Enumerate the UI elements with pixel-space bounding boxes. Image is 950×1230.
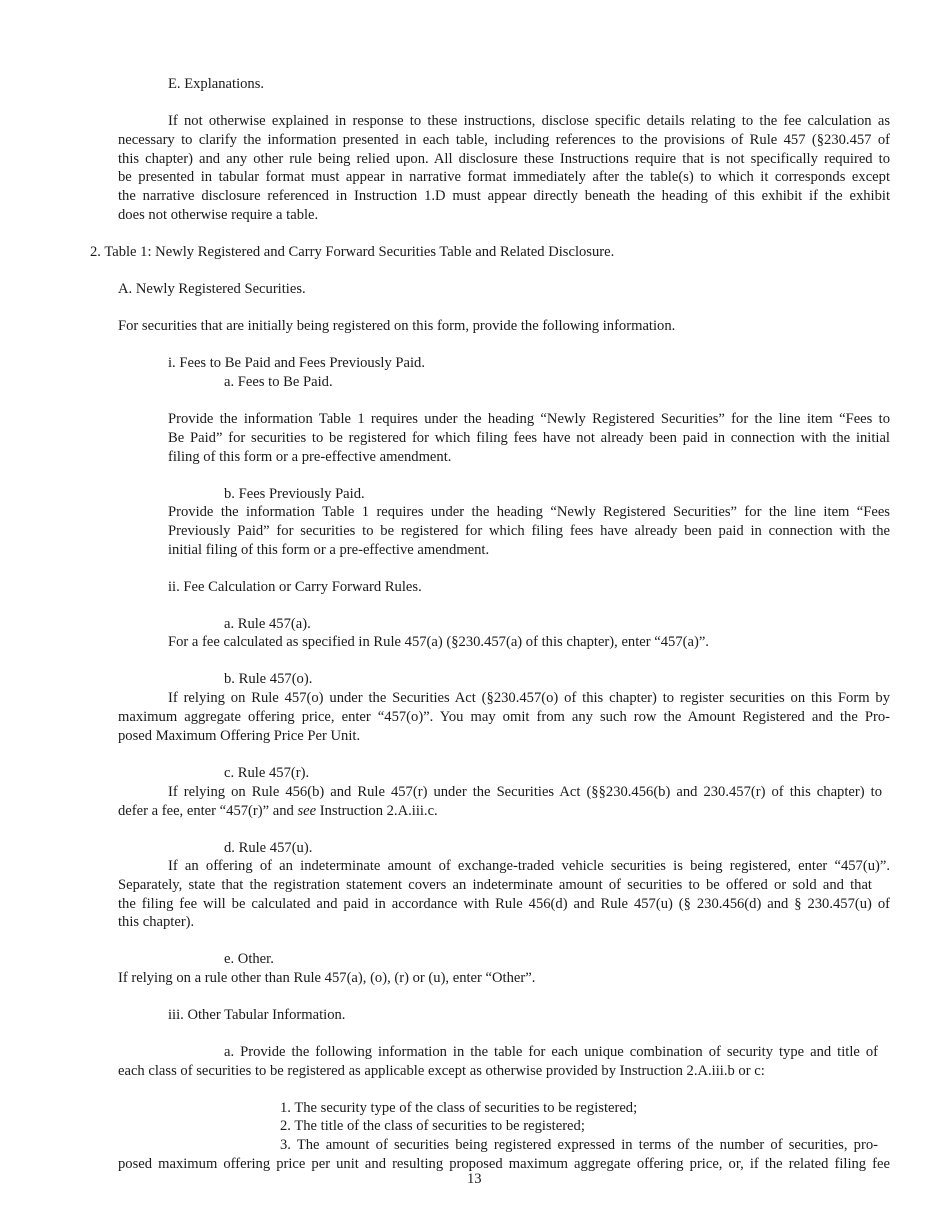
explanations-line-3: this chapter) and any other rule being relied upon. All disclosure these Instructions require that is not specifically required to — [118, 151, 890, 167]
item-i-a-heading: a. Fees to Be Paid. — [224, 374, 333, 390]
item-i-a-line-3: filing of this form or a pre-effective amendment. — [168, 449, 452, 465]
section-2-heading: 2. Table 1: Newly Registered and Carry Forward Securities Table and Related Disclosure. — [90, 244, 615, 260]
item-i-b-line-1: Provide the information Table 1 requires under the heading “Newly Registered Securities” for the line item “Fees — [168, 504, 890, 520]
item-ii-c-line-2 — [118, 802, 438, 821]
item-ii-c-heading: c. Rule 457(r). — [224, 765, 310, 781]
item-iii-list-1: 1. The security type of the class of securities to be registered; — [280, 1100, 638, 1116]
item-ii-b-heading: b. Rule 457(o). — [224, 671, 313, 687]
item-i-b-line-2: Previously Paid” for securities to be registered for which filing fees have already been paid in connection with the — [168, 523, 890, 539]
item-ii-d-line-4: this chapter). — [118, 914, 195, 930]
item-iii-list-2: 2. The title of the class of securities to be registered; — [280, 1118, 585, 1134]
item-ii-a-heading: a. Rule 457(a). — [224, 616, 311, 632]
item-i-b-heading: b. Fees Previously Paid. — [224, 486, 365, 502]
item-iii-list-3: 3. The amount of securities being registered expressed in terms of the number of securities, pro- — [280, 1137, 878, 1153]
item-ii-b-line-1: If relying on Rule 457(o) under the Securities Act (§230.457(o) of this chapter) to register securities on this Form by — [168, 690, 890, 706]
item-ii-d-line-3: the filing fee will be calculated and paid in accordance with Rule 456(d) and Rule 457(u) (§ 230.456(d) and § 230.457(u) of — [118, 896, 890, 912]
explanations-line-1: If not otherwise explained in response to these instructions, disclose specific details relating to the fee calculation as — [168, 113, 890, 129]
page-number: 13 — [467, 1171, 482, 1187]
explanations-line-4: be presented in tabular format must appear in narrative format immediately after the table(s) to which it corresponds except — [118, 169, 890, 185]
item-ii-d-line-2: Separately, state that the registration statement covers an indeterminate amount of securities to be offered or sold and that — [118, 877, 872, 893]
item-i-a-line-1: Provide the information Table 1 requires under the heading “Newly Registered Securities” for the line item “Fees to — [168, 411, 890, 427]
item-iii-heading: iii. Other Tabular Information. — [168, 1007, 346, 1023]
item-ii-b-line-3: posed Maximum Offering Price Per Unit. — [118, 728, 361, 744]
section-2a-heading: A. Newly Registered Securities. — [118, 281, 306, 297]
item-iii-a-line-1: a. Provide the following information in the table for each unique combination of security type and title of — [224, 1044, 878, 1060]
item-ii-heading: ii. Fee Calculation or Carry Forward Rules. — [168, 579, 422, 595]
item-ii-c-line-2-pre: defer a fee, enter “457(r)” and — [118, 803, 298, 819]
explanations-line-6: does not otherwise require a table. — [118, 207, 319, 223]
item-ii-d-heading: d. Rule 457(u). — [224, 840, 313, 856]
item-ii-a-line: For a fee calculated as specified in Rule 457(a) (§230.457(a) of this chapter), enter “457(a)”. — [168, 634, 709, 650]
item-i-a-line-2: Be Paid” for securities to be registered for which filing fees have not already been paid in connection with the initial — [168, 430, 890, 446]
item-ii-c-line-1: If relying on Rule 456(b) and Rule 457(r) under the Securities Act (§§230.456(b) and 230.457(r) of this chapter) to — [168, 784, 882, 800]
item-iii-last-line: posed maximum offering price per unit and resulting proposed maximum aggregate offering price, or, if the related filing fee — [118, 1156, 890, 1172]
item-ii-b-line-2: maximum aggregate offering price, enter “457(o)”. You may omit from any such row the Amount Registered and the Pro- — [118, 709, 890, 725]
item-i-heading: i. Fees to Be Paid and Fees Previously Paid. — [168, 355, 425, 371]
explanations-heading: E. Explanations. — [168, 76, 265, 92]
item-ii-d-line-1: If an offering of an indeterminate amount of exchange-traded vehicle securities is being registered, enter “457(u)”. — [168, 858, 890, 874]
item-ii-c-line-2-see: see — [297, 803, 317, 819]
item-ii-e-line: If relying on a rule other than Rule 457(a), (o), (r) or (u), enter “Other”. — [118, 970, 536, 986]
explanations-line-5: the narrative disclosure referenced in Instruction 1.D must appear directly beneath the heading of this exhibit if the exhibit — [118, 188, 890, 204]
item-iii-a-line-2: each class of securities to be registered as applicable except as otherwise provided by Instruction 2.A.iii.b or c: — [118, 1063, 765, 1079]
item-i-b-line-3: initial filing of this form or a pre-effective amendment. — [168, 542, 490, 558]
item-ii-e-heading: e. Other. — [224, 951, 274, 967]
explanations-line-2: necessary to clarify the information presented in each table, including references to the provisions of Rule 457 (§230.457 of — [118, 132, 890, 148]
item-ii-c-line-2-post: Instruction 2.A.iii.c. — [316, 803, 438, 819]
section-2a-intro: For securities that are initially being registered on this form, provide the following information. — [118, 318, 676, 334]
